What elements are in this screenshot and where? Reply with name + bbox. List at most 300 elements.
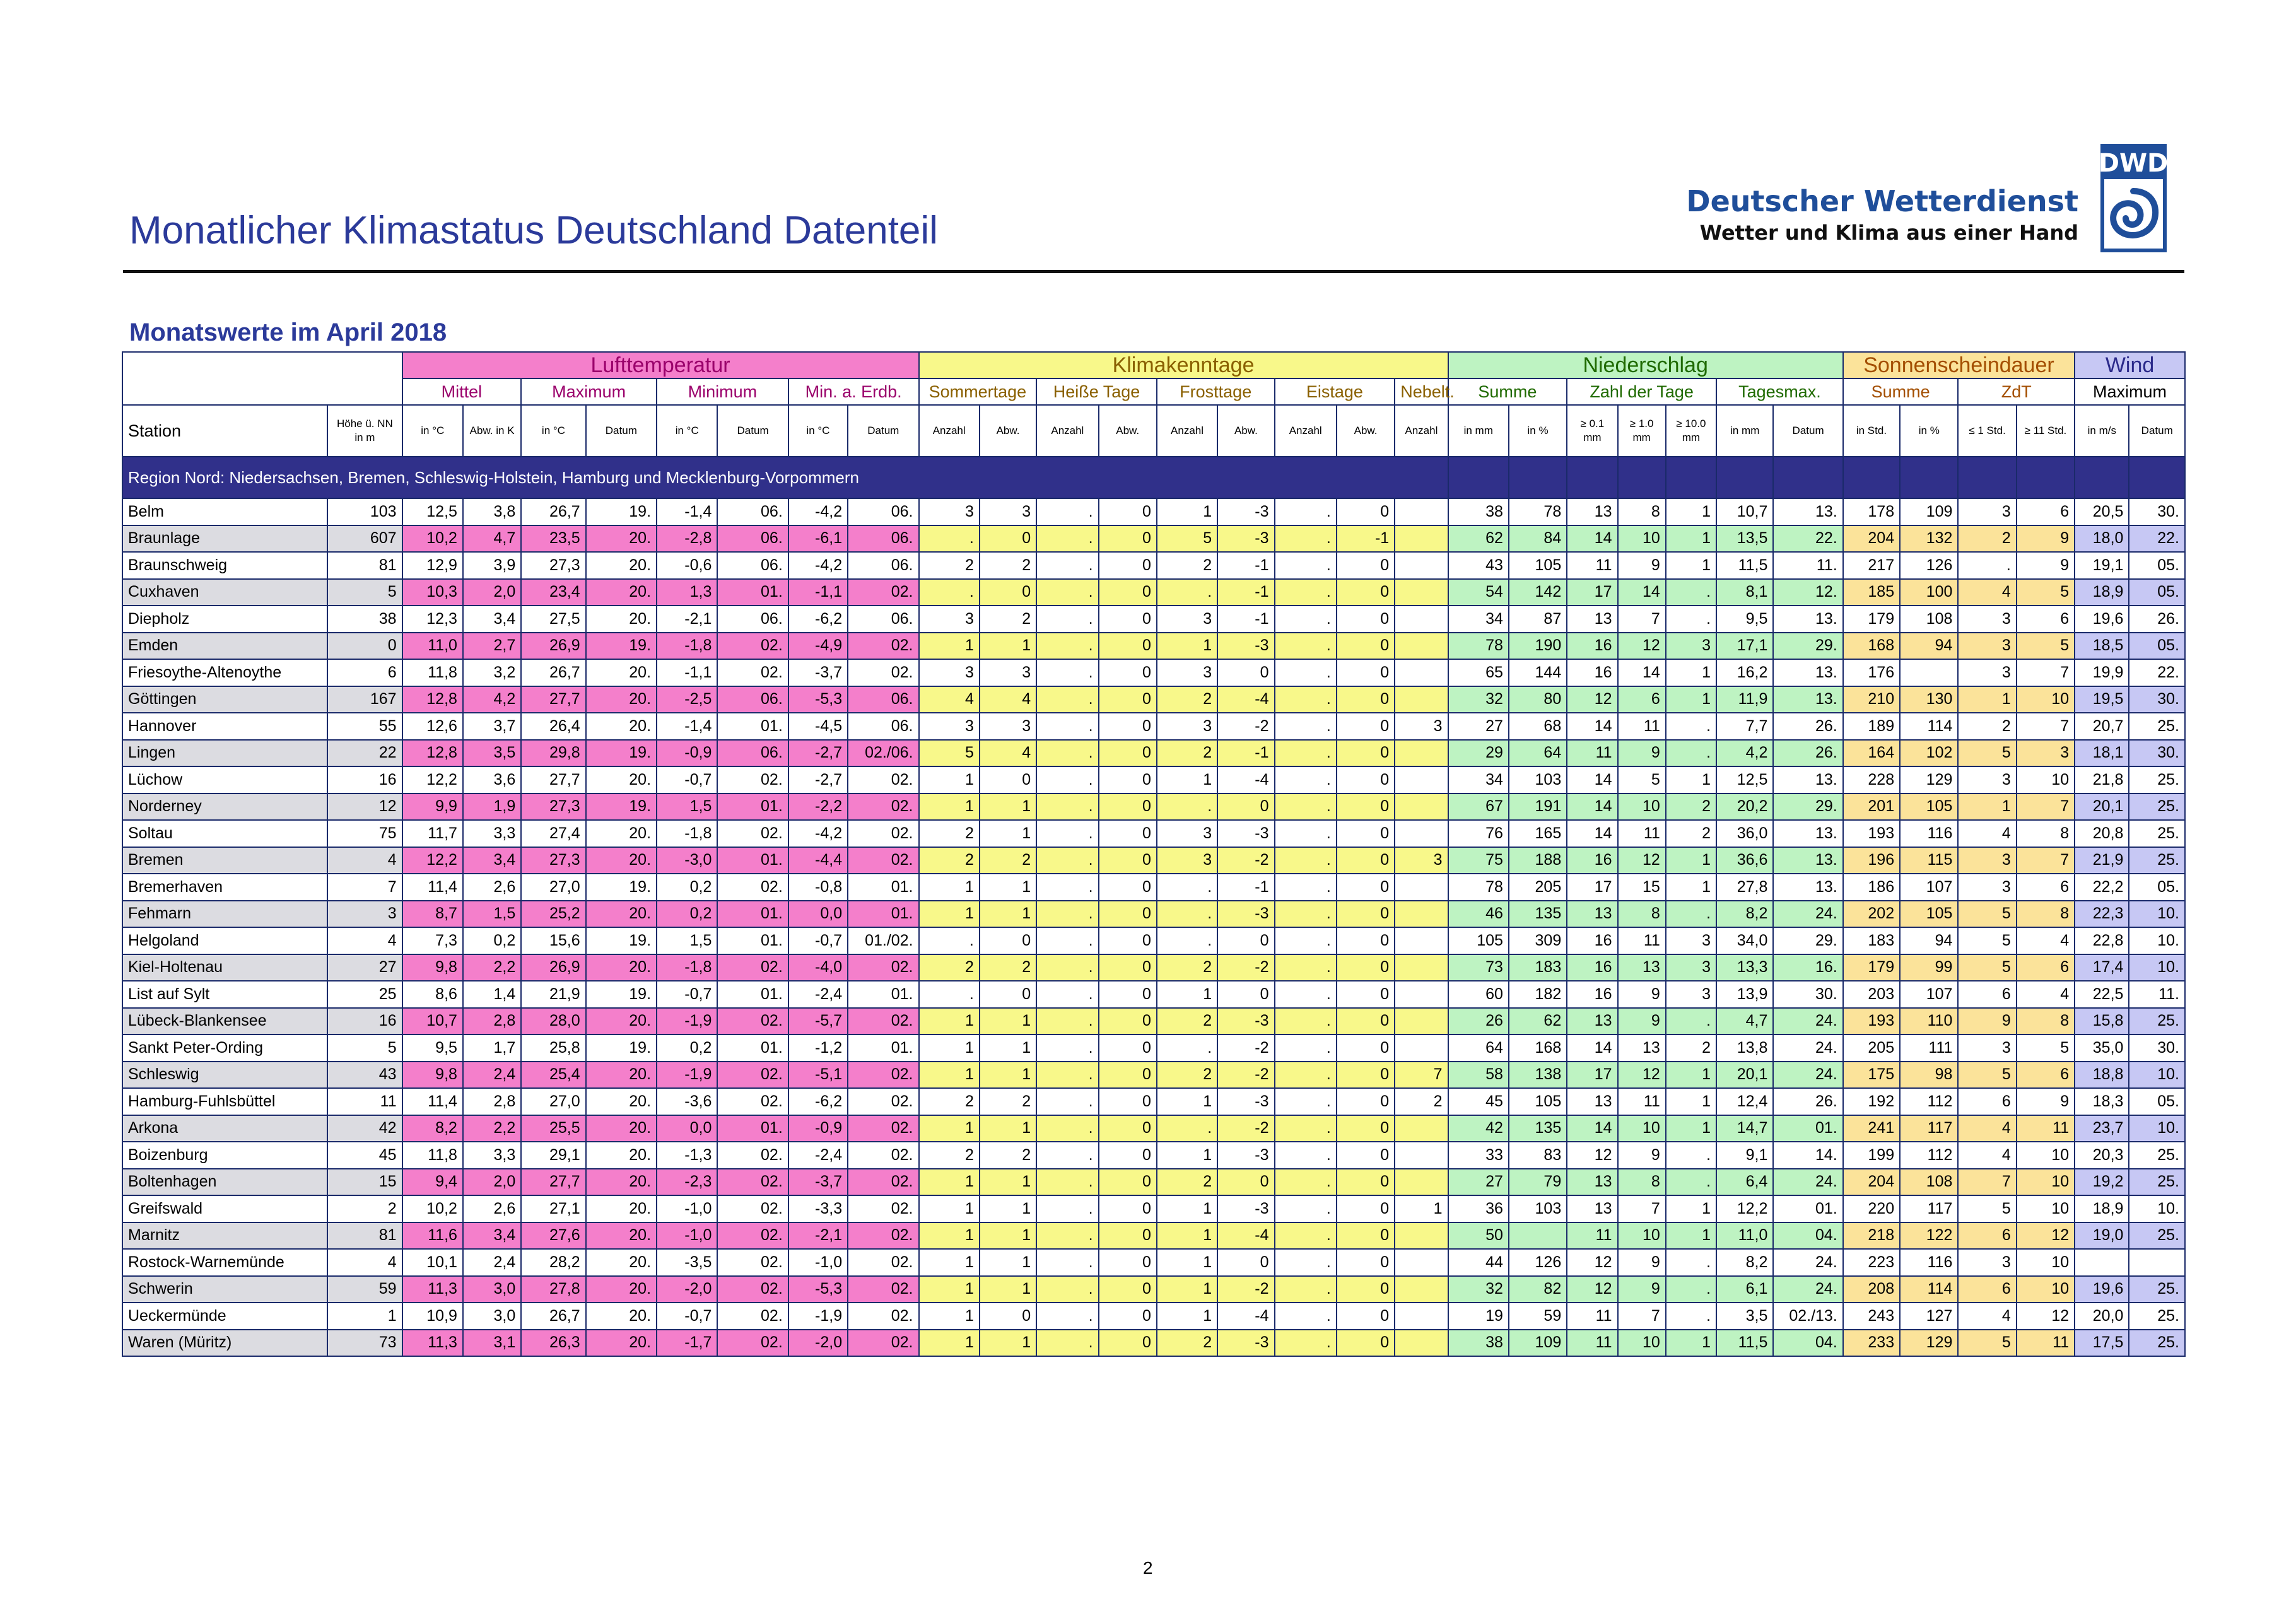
data-cell: 22,2: [2075, 874, 2129, 901]
data-cell: 4: [1958, 820, 2016, 847]
data-cell: 3: [1157, 659, 1217, 686]
data-cell: [1395, 1115, 1448, 1142]
data-cell: 1: [1666, 498, 1716, 525]
data-cell: 0: [1217, 659, 1274, 686]
data-cell: 0: [1337, 1330, 1395, 1357]
data-cell: 2,2: [463, 1115, 521, 1142]
data-cell: 18,9: [2075, 1195, 2129, 1222]
data-cell: 3,0: [463, 1303, 521, 1330]
data-cell: 05.: [2129, 874, 2185, 901]
data-cell: 22.: [2129, 525, 2185, 553]
data-cell: -1: [1217, 579, 1274, 606]
unit-header: in %: [1509, 405, 1567, 457]
data-cell: 3: [1666, 981, 1716, 1008]
data-cell: 3,4: [463, 1222, 521, 1250]
data-cell: -0,7: [657, 981, 717, 1008]
data-cell: 13.: [1773, 659, 1842, 686]
data-cell: 9: [1618, 1008, 1666, 1035]
data-cell: 0: [1099, 740, 1157, 767]
data-cell: 309: [1509, 927, 1567, 954]
table-row: [122, 1169, 2185, 1196]
station-name: Lingen: [122, 740, 327, 767]
data-cell: 2: [1666, 820, 1716, 847]
data-cell: 0: [1337, 1169, 1395, 1196]
data-cell: 02.: [848, 847, 918, 874]
data-cell: 3: [1958, 633, 2016, 660]
data-cell: -6,2: [788, 606, 848, 633]
data-cell: 01.: [717, 981, 788, 1008]
data-cell: 22,5: [2075, 981, 2129, 1008]
data-cell: 7: [1618, 606, 1666, 633]
data-cell: 1: [919, 1008, 980, 1035]
data-cell: 27,7: [521, 1169, 585, 1196]
data-cell: 1: [919, 1276, 980, 1303]
data-cell: [1395, 1330, 1448, 1357]
data-cell: 14.: [1773, 1142, 1842, 1169]
data-cell: 20,5: [2075, 498, 2129, 525]
table-row: [122, 1222, 2185, 1250]
data-cell: 10: [2017, 766, 2075, 794]
data-cell: 12,3: [402, 606, 463, 633]
data-cell: 20,1: [1716, 1062, 1773, 1089]
data-cell: 103: [1509, 1195, 1567, 1222]
station-name: Bremerhaven: [122, 874, 327, 901]
data-cell: 10: [1618, 1115, 1666, 1142]
data-cell: 11,5: [1716, 552, 1773, 579]
data-cell: 50: [1448, 1222, 1509, 1250]
data-cell: 12: [1618, 1062, 1666, 1089]
data-cell: -1,2: [788, 1034, 848, 1062]
data-cell: 1: [980, 820, 1036, 847]
data-cell: 138: [1509, 1062, 1567, 1089]
data-cell: 20.: [586, 579, 657, 606]
data-cell: 0: [1337, 901, 1395, 928]
data-cell: 01.: [1773, 1195, 1842, 1222]
data-cell: -2: [1217, 1034, 1274, 1062]
data-cell: 83: [1509, 1142, 1567, 1169]
data-cell: 25,2: [521, 901, 585, 928]
data-cell: [1395, 525, 1448, 553]
data-cell: 19,5: [2075, 686, 2129, 713]
data-cell: .: [1036, 954, 1098, 981]
data-cell: 14,7: [1716, 1115, 1773, 1142]
data-cell: 9: [2017, 525, 2075, 553]
data-cell: 3,5: [463, 740, 521, 767]
data-cell: 8,1: [1716, 579, 1773, 606]
data-cell: 4: [1958, 1303, 2016, 1330]
data-cell: 2: [1157, 1169, 1217, 1196]
data-cell: .: [1036, 794, 1098, 821]
data-cell: 107: [1900, 981, 1958, 1008]
data-cell: 0: [1337, 847, 1395, 874]
data-cell: 45: [1448, 1088, 1509, 1115]
data-cell: 20.: [586, 1330, 657, 1357]
data-cell: -1: [1217, 606, 1274, 633]
table-row: [122, 1115, 2185, 1142]
data-cell: 3: [1157, 820, 1217, 847]
data-cell: 02.: [848, 1088, 918, 1115]
table-row: [122, 1062, 2185, 1089]
data-cell: 129: [1900, 766, 1958, 794]
data-cell: 2: [980, 606, 1036, 633]
table-row: [122, 927, 2185, 954]
data-cell: 3,7: [463, 713, 521, 740]
station-name: Arkona: [122, 1115, 327, 1142]
data-cell: 65: [1448, 659, 1509, 686]
data-cell: -1,9: [657, 1008, 717, 1035]
data-cell: 13,5: [1716, 525, 1773, 553]
data-cell: -0,9: [657, 740, 717, 767]
data-cell: 2: [1666, 1034, 1716, 1062]
data-cell: [1395, 1276, 1448, 1303]
data-cell: 8,2: [1716, 901, 1773, 928]
data-cell: 3,8: [463, 498, 521, 525]
data-cell: 3,2: [463, 659, 521, 686]
data-cell: 114: [1900, 713, 1958, 740]
unit-header: Datum: [1773, 405, 1842, 457]
data-cell: 02.: [717, 820, 788, 847]
data-cell: 13: [1567, 1008, 1617, 1035]
subgroup-header: Mittel: [402, 378, 522, 405]
data-cell: 13.: [1773, 766, 1842, 794]
data-cell: 17: [1567, 579, 1617, 606]
data-cell: 0: [1099, 1034, 1157, 1062]
data-cell: -3,5: [657, 1249, 717, 1276]
data-cell: 183: [1509, 954, 1567, 981]
data-cell: -4: [1217, 686, 1274, 713]
data-cell: 11: [2017, 1330, 2075, 1357]
data-cell: .: [1036, 552, 1098, 579]
data-cell: 10.: [2129, 1115, 2185, 1142]
data-cell: -4,9: [788, 633, 848, 660]
data-cell: .: [1036, 579, 1098, 606]
data-cell: 0: [1099, 766, 1157, 794]
data-cell: 26,4: [521, 713, 585, 740]
subgroup-header: Minimum: [657, 378, 788, 405]
station-name: Greifswald: [122, 1195, 327, 1222]
data-cell: .: [1036, 633, 1098, 660]
data-cell: 3: [1395, 847, 1448, 874]
data-cell: 3: [1666, 927, 1716, 954]
data-cell: 14: [1567, 525, 1617, 553]
data-cell: .: [1666, 1303, 1716, 1330]
data-cell: 27,3: [521, 794, 585, 821]
data-cell: 13: [1567, 1169, 1617, 1196]
data-cell: .: [1157, 927, 1217, 954]
data-cell: 12: [1567, 1276, 1617, 1303]
data-cell: 6: [2017, 874, 2075, 901]
data-cell: -2,5: [657, 686, 717, 713]
table-row: [122, 1034, 2185, 1062]
data-cell: 8,2: [1716, 1249, 1773, 1276]
data-cell: 7: [2017, 847, 2075, 874]
data-cell: -4,5: [788, 713, 848, 740]
data-cell: .: [1275, 606, 1337, 633]
data-cell: 0: [1337, 1276, 1395, 1303]
data-cell: 168: [1509, 1034, 1567, 1062]
data-cell: 4: [980, 686, 1036, 713]
data-cell: 178: [1843, 498, 1900, 525]
data-cell: 62: [1509, 1008, 1567, 1035]
data-cell: 1: [919, 633, 980, 660]
data-cell: .: [1157, 794, 1217, 821]
data-cell: 208: [1843, 1276, 1900, 1303]
data-cell: 01.: [717, 579, 788, 606]
data-cell: 1: [980, 633, 1036, 660]
data-cell: 0: [1099, 820, 1157, 847]
data-cell: .: [1036, 713, 1098, 740]
data-cell: 4: [2017, 981, 2075, 1008]
data-cell: 06.: [717, 552, 788, 579]
data-cell: 9,1: [1716, 1142, 1773, 1169]
data-cell: [1395, 954, 1448, 981]
data-cell: 3: [1958, 1034, 2016, 1062]
data-cell: 144: [1509, 659, 1567, 686]
data-cell: .: [1275, 659, 1337, 686]
data-cell: 0: [1217, 981, 1274, 1008]
data-cell: -3: [1217, 1195, 1274, 1222]
data-cell: [1509, 1222, 1567, 1250]
data-cell: 0: [1099, 874, 1157, 901]
data-cell: 8,2: [402, 1115, 463, 1142]
data-cell: 2,2: [463, 954, 521, 981]
unit-header: Anzahl: [1395, 405, 1448, 457]
data-cell: 13: [1567, 1195, 1617, 1222]
data-cell: 20,3: [2075, 1142, 2129, 1169]
data-cell: -4,2: [788, 552, 848, 579]
data-cell: 82: [1509, 1276, 1567, 1303]
data-cell: 1: [1157, 1195, 1217, 1222]
table-row: [122, 981, 2185, 1008]
data-cell: 11: [1618, 927, 1666, 954]
data-cell: 20.: [586, 713, 657, 740]
data-cell: 1: [980, 1034, 1036, 1062]
data-cell: 0: [1337, 766, 1395, 794]
data-cell: 4: [1958, 579, 2016, 606]
data-cell: [1395, 820, 1448, 847]
climate-data-table: [122, 351, 2186, 1357]
station-name: List auf Sylt: [122, 981, 327, 1008]
data-cell: 20.: [586, 686, 657, 713]
data-cell: 1: [1666, 659, 1716, 686]
data-cell: 4,2: [463, 686, 521, 713]
station-name: Lübeck-Blankensee: [122, 1008, 327, 1035]
data-cell: 19,9: [2075, 659, 2129, 686]
subgroup-header: Nebelt.: [1395, 378, 1448, 405]
data-cell: 12: [1567, 1142, 1617, 1169]
data-cell: 127: [1900, 1303, 1958, 1330]
data-cell: 0: [1337, 794, 1395, 821]
data-cell: 16: [327, 766, 402, 794]
data-cell: 25.: [2129, 847, 2185, 874]
data-cell: 30.: [1773, 981, 1842, 1008]
data-cell: 0: [1099, 498, 1157, 525]
station-name: Braunschweig: [122, 552, 327, 579]
data-cell: 02.: [848, 659, 918, 686]
data-cell: .: [1275, 1249, 1337, 1276]
data-cell: 1: [1157, 766, 1217, 794]
data-cell: -2: [1217, 713, 1274, 740]
data-cell: [1900, 659, 1958, 686]
data-cell: 58: [1448, 1062, 1509, 1089]
data-cell: 20.: [586, 954, 657, 981]
unit-header: Abw.: [1337, 405, 1395, 457]
data-cell: .: [1666, 1276, 1716, 1303]
data-cell: -1,8: [657, 954, 717, 981]
data-cell: 1: [1157, 1303, 1217, 1330]
data-cell: 25,4: [521, 1062, 585, 1089]
data-cell: 25,5: [521, 1115, 585, 1142]
data-cell: 02.: [848, 579, 918, 606]
data-cell: 60: [1448, 981, 1509, 1008]
data-cell: 06.: [717, 740, 788, 767]
station-name: Boizenburg: [122, 1142, 327, 1169]
data-cell: 06.: [848, 606, 918, 633]
data-cell: 10: [1618, 1222, 1666, 1250]
data-cell: .: [1666, 1249, 1716, 1276]
data-cell: 36,0: [1716, 820, 1773, 847]
data-cell: -4,2: [788, 498, 848, 525]
data-cell: -6,1: [788, 525, 848, 553]
data-cell: 7,3: [402, 927, 463, 954]
data-cell: 243: [1843, 1303, 1900, 1330]
group-header: Niederschlag: [1448, 352, 1843, 378]
data-cell: 20.: [586, 525, 657, 553]
data-cell: 27,6: [521, 1222, 585, 1250]
section-subtitle: Monatswerte im April 2018: [129, 319, 447, 346]
data-cell: 1: [1666, 525, 1716, 553]
subgroup-header: Sommertage: [919, 378, 1037, 405]
data-cell: 0: [1337, 1303, 1395, 1330]
data-cell: 20.: [586, 1115, 657, 1142]
data-cell: 22,3: [2075, 901, 2129, 928]
data-cell: 11,4: [402, 1088, 463, 1115]
data-cell: 1: [1666, 1195, 1716, 1222]
data-cell: 98: [1900, 1062, 1958, 1089]
data-cell: [2129, 1249, 2185, 1276]
data-cell: 26.: [1773, 1088, 1842, 1115]
data-cell: .: [1666, 740, 1716, 767]
subgroup-header: Frosttage: [1157, 378, 1275, 405]
data-cell: 06.: [848, 498, 918, 525]
data-cell: 1: [980, 1222, 1036, 1250]
data-cell: -1,0: [657, 1195, 717, 1222]
data-cell: .: [1036, 498, 1098, 525]
table-row: [122, 1330, 2185, 1357]
data-cell: 30.: [2129, 1034, 2185, 1062]
data-cell: 02.: [848, 820, 918, 847]
data-cell: 204: [1843, 1169, 1900, 1196]
table-row: [122, 1088, 2185, 1115]
data-cell: 2: [1157, 954, 1217, 981]
station-name: Hamburg-Fuhlsbüttel: [122, 1088, 327, 1115]
subgroup-header: Summe: [1843, 378, 1959, 405]
data-cell: .: [1157, 579, 1217, 606]
data-cell: 27,7: [521, 686, 585, 713]
data-cell: [1395, 633, 1448, 660]
data-cell: 3: [919, 713, 980, 740]
data-cell: 2: [1395, 1088, 1448, 1115]
data-cell: 122: [1900, 1222, 1958, 1250]
data-cell: 46: [1448, 901, 1509, 928]
data-cell: 25.: [2129, 1142, 2185, 1169]
data-cell: 02.: [717, 1249, 788, 1276]
data-cell: 34,0: [1716, 927, 1773, 954]
org-name: Deutscher Wetterdienst: [1686, 184, 2078, 218]
data-cell: 217: [1843, 552, 1900, 579]
data-cell: 135: [1509, 1115, 1567, 1142]
data-cell: 12: [2017, 1222, 2075, 1250]
data-cell: 241: [1843, 1115, 1900, 1142]
data-cell: 2: [980, 847, 1036, 874]
data-cell: 20.: [586, 847, 657, 874]
data-cell: 182: [1509, 981, 1567, 1008]
data-cell: 1: [1666, 1062, 1716, 1089]
data-cell: .: [1036, 1303, 1098, 1330]
data-cell: 28,2: [521, 1249, 585, 1276]
data-cell: -0,7: [657, 766, 717, 794]
data-cell: 24.: [1773, 1249, 1842, 1276]
data-cell: 13.: [1773, 498, 1842, 525]
data-cell: 190: [1509, 633, 1567, 660]
data-cell: 1: [980, 874, 1036, 901]
data-cell: 14: [1567, 794, 1617, 821]
data-cell: 64: [1448, 1034, 1509, 1062]
data-cell: 23,5: [521, 525, 585, 553]
data-cell: 233: [1843, 1330, 1900, 1357]
table-row: [122, 498, 2185, 525]
data-cell: 27,0: [521, 1088, 585, 1115]
data-cell: .: [1275, 579, 1337, 606]
data-cell: 14: [1567, 1034, 1617, 1062]
data-cell: 6: [1958, 1088, 2016, 1115]
data-cell: 1: [1157, 1276, 1217, 1303]
data-cell: 19,1: [2075, 552, 2129, 579]
data-cell: 21,9: [2075, 847, 2129, 874]
data-cell: 2,4: [463, 1249, 521, 1276]
data-cell: .: [1275, 552, 1337, 579]
table-row: [122, 901, 2185, 928]
data-cell: 1: [1157, 1249, 1217, 1276]
data-cell: .: [1275, 1195, 1337, 1222]
data-cell: -4: [1217, 1303, 1274, 1330]
data-cell: 13: [1618, 1034, 1666, 1062]
data-cell: -1: [1217, 874, 1274, 901]
data-cell: 189: [1843, 713, 1900, 740]
data-cell: 2: [980, 1142, 1036, 1169]
data-cell: 9: [1618, 1276, 1666, 1303]
data-cell: 3: [1958, 766, 2016, 794]
data-cell: .: [919, 525, 980, 553]
data-cell: 10: [2017, 1142, 2075, 1169]
data-cell: 29.: [1773, 794, 1842, 821]
data-cell: 01.: [717, 713, 788, 740]
data-cell: -2,0: [657, 1276, 717, 1303]
data-cell: .: [1036, 1330, 1098, 1357]
data-cell: 117: [1900, 1115, 1958, 1142]
data-cell: .: [1036, 1276, 1098, 1303]
data-cell: 14: [1567, 1115, 1617, 1142]
data-cell: -2,3: [657, 1169, 717, 1196]
data-cell: 20,8: [2075, 820, 2129, 847]
data-cell: [1395, 686, 1448, 713]
data-cell: 0,2: [657, 874, 717, 901]
data-cell: .: [1036, 1008, 1098, 1035]
data-cell: 16.: [1773, 954, 1842, 981]
data-cell: 1: [327, 1303, 402, 1330]
data-cell: .: [1036, 659, 1098, 686]
data-cell: 0: [1337, 659, 1395, 686]
